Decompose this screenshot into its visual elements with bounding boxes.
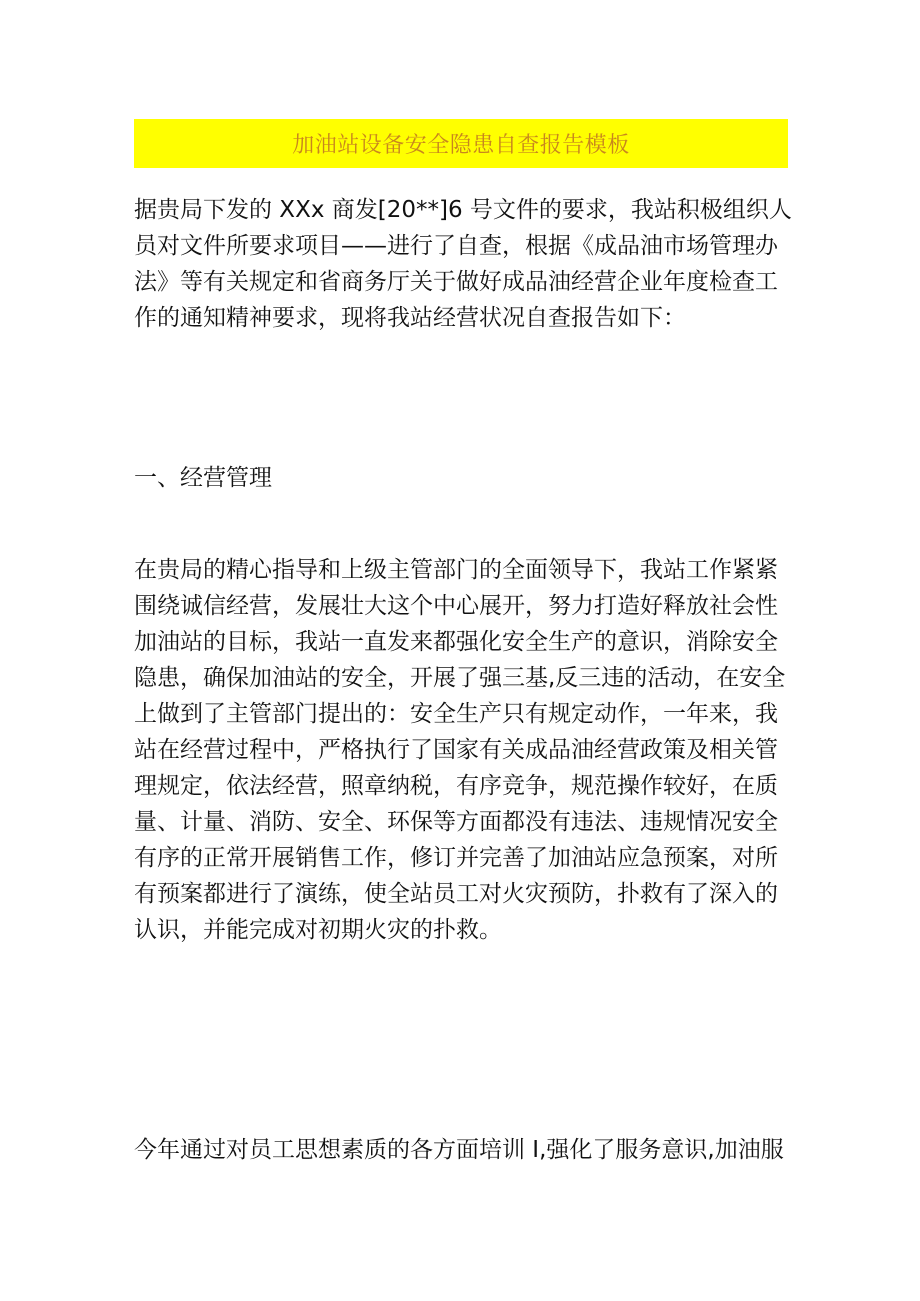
body-line: 加油站的目标，我站一直发来都强化安全生产的意识，消除安全 (134, 629, 778, 655)
body-line: 站在经营过程中，严格执行了国家有关成品油经营政策及相关管 (134, 737, 778, 763)
body-line: 今年通过对员工思想素质的各方面培训 I,强化了服务意识,加油服 (134, 1137, 784, 1163)
body-line: 有序的正常开展销售工作，修订并完善了加油站应急预案，对所 (134, 845, 778, 871)
intro-line: 法》等有关规定和省商务厅关于做好成品油经营企业年度检查工 (134, 269, 778, 295)
section-heading-operations: 一、经营管理 (134, 465, 272, 491)
intro-line: 据贵局下发的 XXx 商发[20**]6 号文件的要求，我站积极组织人 (134, 197, 792, 223)
body-line: 隐患，确保加油站的安全，开展了强三基,反三违的活动，在安全 (134, 665, 786, 691)
body-line: 在贵局的精心指导和上级主管部门的全面领导下，我站工作紧紧 (134, 557, 778, 583)
document-title: 加油站设备安全隐患自查报告模板 (292, 133, 630, 158)
intro-line: 员对文件所要求项目——进行了自查，根据《成品油市场管理办 (134, 233, 778, 259)
body-line: 围绕诚信经营，发展壮大这个中心展开，努力打造好释放社会性 (134, 593, 778, 619)
body-line: 量、计量、消防、安全、环保等方面都没有违法、违规情况安全 (134, 809, 778, 835)
training-paragraph (134, 1132, 794, 1168)
body-line: 认识，并能完成对初期火灾的扑救。 (134, 917, 502, 943)
intro-line: 作的通知精神要求，现将我站经营状况自查报告如下： (134, 305, 686, 331)
title-banner (134, 119, 788, 168)
body-line: 有预案都进行了演练，使全站员工对火灾预防，扑救有了深入的 (134, 881, 778, 907)
operations-paragraph (134, 552, 794, 948)
body-line: 上做到了主管部门提出的：安全生产只有规定动作，一年来，我 (134, 701, 778, 727)
body-line: 理规定，依法经营，照章纳税，有序竞争，规范操作较好，在质 (134, 773, 778, 799)
intro-paragraph (134, 192, 794, 336)
